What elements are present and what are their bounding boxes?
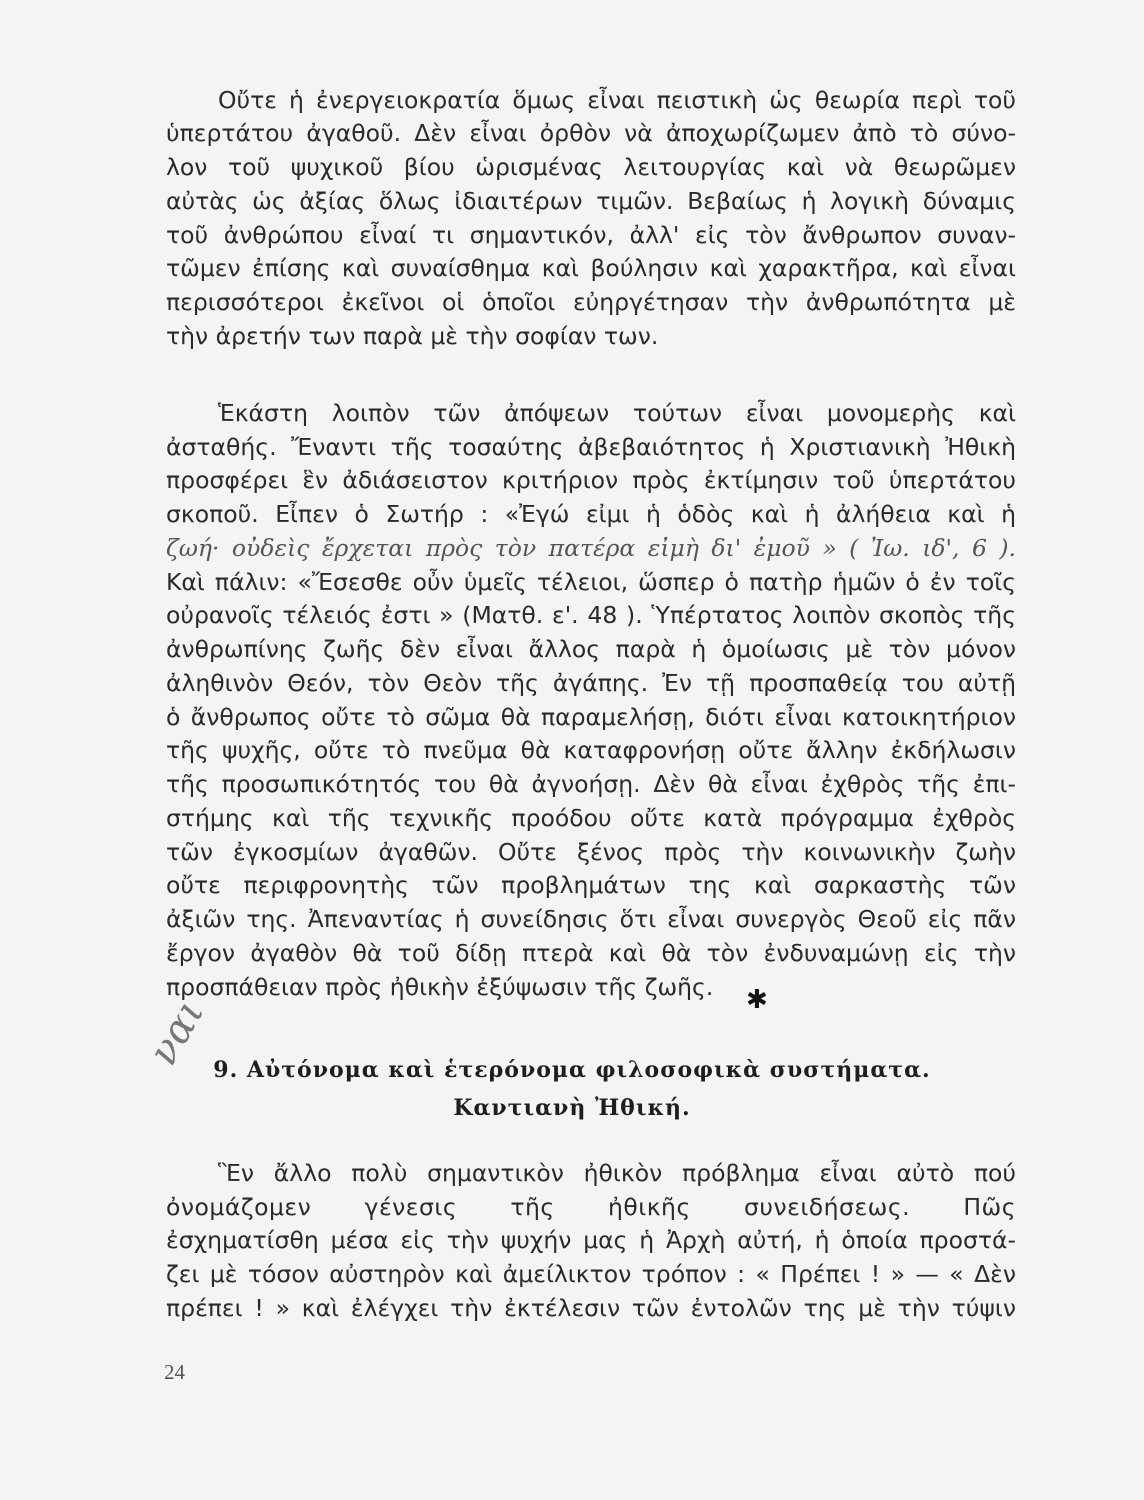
text-line: πρέπει ! » καὶ ἐλέγχει τὴν ἐκτέλεσιν τῶν ἐντολῶν της μὲ τὴν τύψιν	[166, 1294, 1016, 1322]
text-line: ἀσταθής. Ἔναντι τῆς τοσαύτης ἀβεβαιότητος ἡ Χριστιανικὴ Ἠθικὴ	[166, 433, 1016, 461]
page-number: 24	[164, 1360, 185, 1384]
text-line: ἔργον ἀγαθὸν θὰ τοῦ δίδῃ πτερὰ καὶ θὰ τὸν ἐνδυναμώνῃ εἰς τὴν	[166, 939, 1016, 967]
text-line: ἐσχηματίσθη μέσα εἰς τὴν ψυχήν μας ἡ Ἀρχὴ αὐτή, ἡ ὁποία προστά-	[166, 1226, 1016, 1254]
star-mark-icon: ✱	[746, 985, 768, 1015]
text-line: Ἑκάστη λοιπὸν τῶν ἀπόψεων τούτων εἶναι μονομερὴς καὶ	[218, 399, 1016, 427]
text-line: ὑπερτάτου ἀγαθοῦ. Δὲν εἶναι ὀρθὸν νὰ ἀποχωρίζωμεν ἀπὸ τὸ σύνο-	[166, 119, 1016, 147]
text-line: ἀληθινὸν Θεόν, τὸν Θεὸν τῆς ἀγάπης. Ἐν τῇ προσπαθείᾳ του αὐτῇ	[166, 669, 1016, 697]
text-line: ὁ ἄνθρωπος οὔτε τὸ σῶμα θὰ παραμελήσῃ, διότι εἶναι κατοικητήριον	[166, 703, 1016, 731]
text-line: οὐρανοῖς τέλειός ἐστι » (Ματθ. ε'. 48 ). Ὑπέρτατος λοιπὸν σκοπὸς τῆς	[166, 601, 1016, 629]
text-line: ὀνομάζομεν γένεσις τῆς ἠθικῆς συνειδήσεως. Πῶς	[166, 1193, 1016, 1221]
text-line: Ἓν ἄλλο πολὺ σημαντικὸν ἠθικὸν πρόβλημα εἶναι αὐτὸ πού	[218, 1159, 1016, 1187]
text-line: αὐτὰς ὡς ἀξίας ὅλως ἰδιαιτέρων τιμῶν. Βεβαίως ἡ λογικὴ δύναμις	[166, 187, 1016, 215]
text-line: τῆς ψυχῆς, οὔτε τὸ πνεῦμα θὰ καταφρονήσῃ οὔτε ἄλλην ἐκδήλωσιν	[166, 736, 1016, 764]
text-line: λον τοῦ ψυχικοῦ βίου ὡρισμένας λειτουργίας καὶ νὰ θεωρῶμεν	[166, 153, 1016, 181]
section-subheading: Καντιανὴ Ἠθική.	[453, 1095, 691, 1121]
text-line: ἀνθρωπίνης ζωῆς δὲν εἶναι ἄλλος παρὰ ἡ ὁμοίωσις μὲ τὸν μόνον	[166, 635, 1016, 663]
text-line: Οὔτε ἡ ἐνεργειοκρατία ὅμως εἶναι πειστικὴ ὡς θεωρία περὶ τοῦ	[218, 86, 1016, 114]
text-line: περισσότεροι ἐκεῖνοι οἱ ὁποῖοι εὐηργέτησαν τὴν ἀνθρωπότητα μὲ	[166, 288, 1016, 316]
text-line: τῶμεν ἐπίσης καὶ συναίσθημα καὶ βούλησιν καὶ χαρακτῆρα, καὶ εἶναι	[166, 254, 1016, 282]
text-line: τὴν ἀρετήν των παρὰ μὲ τὴν σοφίαν των.	[166, 322, 659, 350]
text-line: ζωή· οὐδεὶς ἔρχεται πρὸς τὸν πατέρα εἰμὴ δι' ἐμοῦ » ( Ἰω. ιδ', 6 ).	[166, 534, 1016, 562]
text-line: οὔτε περιφρονητὴς τῶν προβλημάτων της καὶ σαρκαστὴς τῶν	[166, 871, 1016, 899]
text-line: σκοποῦ. Εἶπεν ὁ Σωτήρ : «Ἐγώ εἰμι ἡ ὁδὸς καὶ ἡ ἀλήθεια καὶ ἡ	[166, 500, 1016, 528]
section-heading: 9. Αὐτόνομα καὶ ἑτερόνομα φιλοσοφικὰ συστήματα.	[213, 1057, 931, 1083]
handwritten-margin-note: ναι	[140, 991, 214, 1073]
text-line: Καὶ πάλιν: «Ἔσεσθε οὖν ὑμεῖς τέλειοι, ὥσπερ ὁ πατὴρ ἡμῶν ὁ ἐν τοῖς	[166, 568, 1016, 596]
text-line: τῆς προσωπικότητός του θὰ ἀγνοήσῃ. Δὲν θὰ εἶναι ἐχθρὸς τῆς ἐπι-	[166, 770, 1016, 798]
text-line: ἀξιῶν της. Ἀπεναντίας ἡ συνείδησις ὅτι εἶναι συνεργὸς Θεοῦ εἰς πᾶν	[166, 905, 1016, 933]
text-line: ζει μὲ τόσον αὐστηρὸν καὶ ἀμείλικτον τρόπον : « Πρέπει ! » — « Δὲν	[166, 1260, 1016, 1288]
text-line: τῶν ἐγκοσμίων ἀγαθῶν. Οὔτε ξένος πρὸς τὴν κοινωνικὴν ζωὴν	[166, 838, 1016, 866]
text-line: προσφέρει ἓν ἀδιάσειστον κριτήριον πρὸς ἐκτίμησιν τοῦ ὑπερτάτου	[166, 466, 1016, 494]
text-line: προσπάθειαν πρὸς ἠθικὴν ἐξύψωσιν τῆς ζωῆς.	[166, 973, 714, 1001]
text-line: τοῦ ἀνθρώπου εἶναί τι σημαντικόν, ἀλλ' εἰς τὸν ἄνθρωπον συναν-	[166, 221, 1016, 249]
text-line: στήμης καὶ τῆς τεχνικῆς προόδου οὔτε κατὰ πρόγραμμα ἐχθρὸς	[166, 804, 1016, 832]
